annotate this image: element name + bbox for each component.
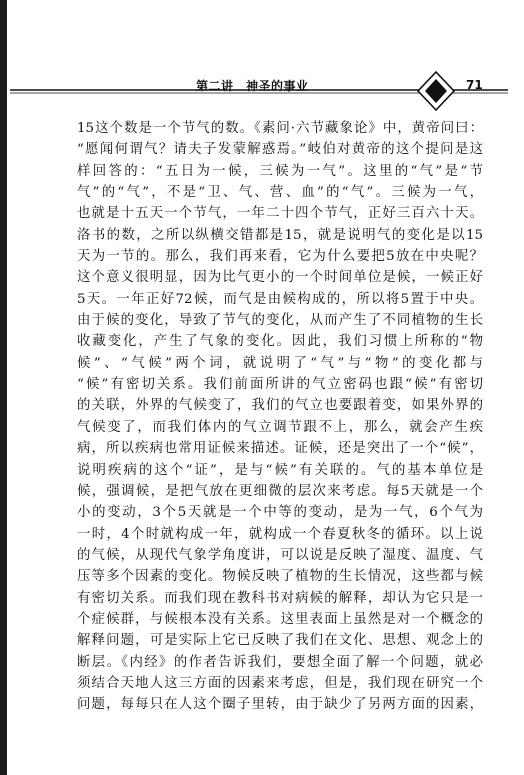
text-line: 由于候的变化，导致了节气的变化，从而产生了不同植物的生长 [77,313,483,329]
text-line: 的关联，外界的气候变了，我们的气立也要跟着变，如果外界的 [77,398,483,414]
running-header [0,52,524,112]
text-line: 收藏变化，产生了气象的变化。因此，我们习惯上所称的“物 [77,334,483,350]
text-line: 有密切关系。而我们现在教科书对病候的解释，却认为它只是一 [77,590,483,606]
text-line: 的气候，从现代气象学角度讲，可以说是反映了湿度、温度、气 [77,547,483,563]
text-line: 问题，每每只在人这个圈子里转，由于缺少了另两方面的因素， [77,697,483,713]
page-binding-edge [0,0,7,775]
text-line: “候”有密切关系。我们前面所讲的气立密码也跟“候”有密切 [77,377,483,393]
text-line: 小的变动，3个5天就是一个中等的变动，是为一气，6个气为 [77,505,483,521]
text-line: 候，强调候，是把气放在更细微的层次来考虑。每5天就是一个 [77,483,483,499]
text-line: 5天。一年正好72候，而气是由候构成的，所以将5置于中央。 [77,291,483,307]
text-line: “愿闻何谓气？请夫子发蒙解惑焉。”岐伯对黄帝的这个提问是这 [77,142,483,158]
text-line: 15这个数是一个节气的数。《素问·六节藏象论》中，黄帝问曰： [77,121,483,136]
text-line: 个症候群，与候根本没有关系。这里表面上虽然是对一个概念的 [77,611,483,627]
text-line: 也就是十五天一个节气，一年二十四个节气，正好三百六十天。 [77,206,483,222]
text-line: 气”的“气”，不是“卫、气、营、血”的“气”。三候为一气， [77,185,483,201]
text-line: 须结合天地人这三方面的因素来考虑，但是，我们现在研究一个 [77,675,483,691]
text-line: 压等多个因素的变化。物候反映了植物的生长情况，这些都与候 [77,569,483,585]
text-line: 一时，4个时就构成一年，就构成一个春夏秋冬的循环。以上说 [77,526,483,542]
text-line: 解释问题，可是实际上它已反映了我们在文化、思想、观念上的 [77,633,483,649]
text-line: 断层。《内经》的作者告诉我们，要想全面了解一个问题，就必 [77,654,483,670]
text-line: 洛书的数，之所以纵横交错都是15，就是说明气的变化是以15 [77,227,483,243]
chapter-title: 第二讲 神圣的事业 [196,79,309,93]
text-line: 这个意义很明显，因为比气更小的一个时间单位是候，一候正好 [77,270,483,286]
page-number: 71 [466,78,483,92]
text-line: 天为一节的。那么，我们再来看，它为什么要把5放在中央呢？ [77,249,483,265]
text-line: 样回答的：“五日为一候，三候为一气”。这里的“气”是“节 [77,163,483,179]
text-line: 说明疾病的这个“证”，是与“候”有关联的。气的基本单位是 [77,462,483,478]
text-line: 气候变了，而我们体内的气立调节跟不上，那么，就会产生疾 [77,419,483,435]
text-line: 病，所以疾病也常用证候来描述。证候，还是突出了一个“候”， [77,441,483,457]
body-text [77,118,483,716]
text-line: 候”、“气候”两个词，就说明了“气”与“物”的变化都与 [77,355,483,371]
